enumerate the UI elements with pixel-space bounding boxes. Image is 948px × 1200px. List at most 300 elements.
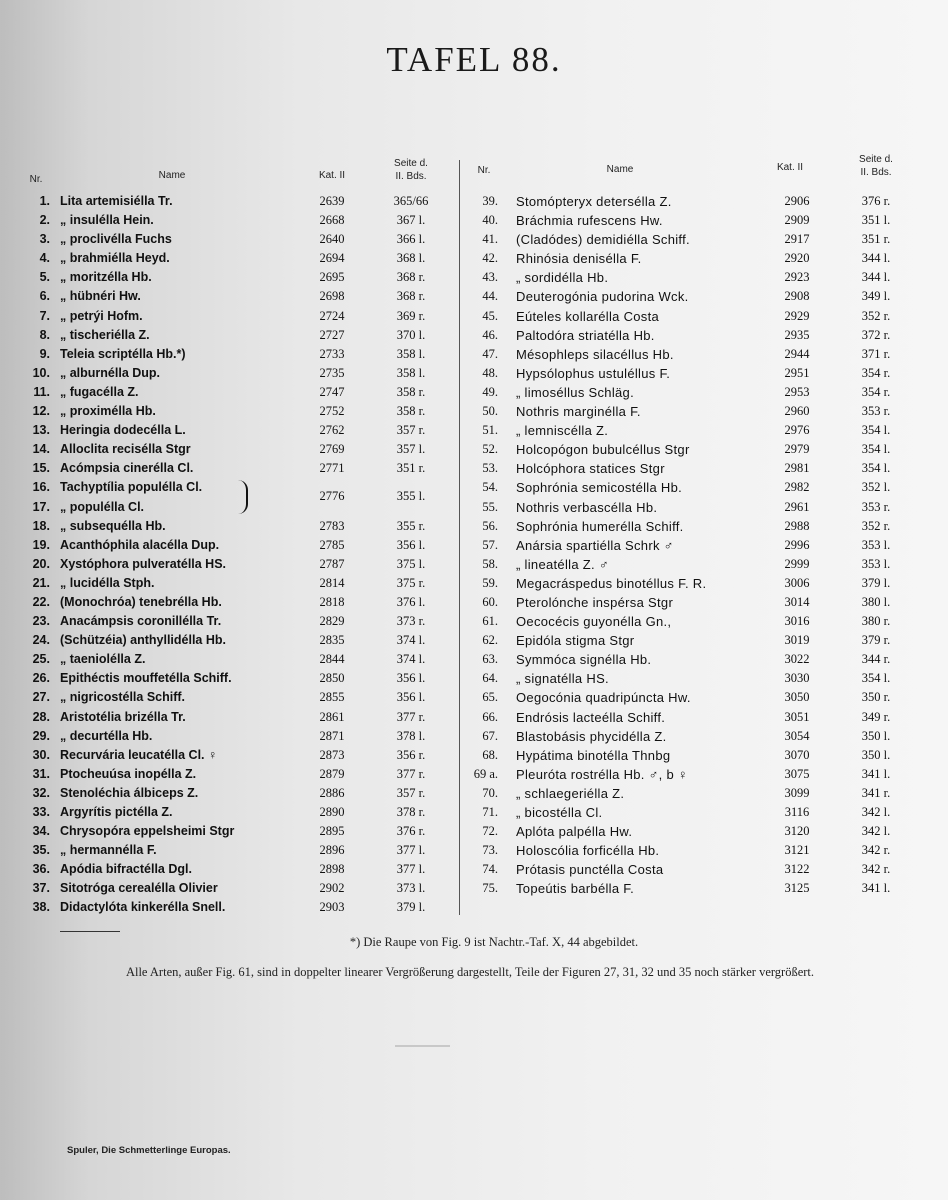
- table-row: [22, 803, 454, 822]
- header-nr: Nr.: [477, 165, 491, 176]
- catalog-number: 3019: [784, 633, 810, 648]
- page-reference: 351 l.: [861, 213, 891, 228]
- row-number: 60.: [482, 594, 498, 609]
- catalog-number: 2920: [784, 251, 810, 266]
- row-number: 14.: [32, 442, 50, 457]
- catalog-number: 2996: [784, 537, 810, 552]
- table-row: [470, 249, 910, 268]
- table-row: [22, 746, 454, 765]
- page-reference: 368 r.: [396, 289, 426, 304]
- table-row: [470, 536, 910, 555]
- table-row: [22, 688, 454, 707]
- row-number: 37.: [32, 881, 50, 896]
- species-name: Lita artemisiélla Tr.: [60, 194, 173, 208]
- catalog-number: 2769: [319, 442, 345, 457]
- catalog-number: 2735: [319, 365, 345, 380]
- table-row: [470, 307, 910, 326]
- row-number: 48.: [482, 365, 498, 380]
- species-name: Blastobásis phycidélla Z.: [516, 728, 667, 744]
- table-row: [470, 650, 910, 669]
- row-number: 69 a.: [473, 766, 498, 781]
- table-row: [470, 593, 910, 612]
- table-row: [22, 822, 454, 841]
- page-reference: 377 r.: [396, 766, 426, 781]
- table-row: [470, 669, 910, 688]
- catalog-number: 2814: [319, 575, 345, 590]
- species-name: „ hermannélla F.: [60, 843, 157, 858]
- species-name: Nothris verbascélla Hb.: [516, 499, 658, 515]
- catalog-number: 2747: [319, 384, 345, 399]
- row-number: 57.: [482, 537, 498, 552]
- page-reference: 376 l.: [396, 594, 426, 609]
- table-row: [22, 612, 454, 631]
- species-name: Deuterogónia pudorina Wck.: [516, 289, 689, 305]
- table-row: [470, 746, 910, 765]
- row-number: 44.: [482, 289, 498, 304]
- table-row: [22, 841, 454, 860]
- catalog-number: 2898: [319, 862, 345, 877]
- species-name: Hypátima binotélla Thnbg: [516, 747, 671, 763]
- species-name: Recurvária leucatélla Cl. ♀: [60, 747, 218, 762]
- catalog-number: 2694: [319, 251, 345, 266]
- species-name: „ schlaegeriélla Z.: [516, 785, 625, 801]
- table-row: [22, 326, 454, 345]
- row-number: 58.: [482, 556, 498, 571]
- page-reference: 353 l.: [861, 537, 891, 552]
- row-number: 51.: [482, 423, 498, 438]
- footnote-separator: [60, 931, 120, 932]
- table-row: [22, 727, 454, 746]
- table-row: [470, 708, 910, 727]
- page-reference: 349 r.: [861, 709, 891, 724]
- page-reference: 350 l.: [861, 728, 891, 743]
- table-row: [470, 803, 910, 822]
- catalog-number: 2844: [319, 652, 345, 667]
- row-number: 52.: [482, 442, 498, 457]
- row-number: 63.: [482, 652, 498, 667]
- table-row: [470, 688, 910, 707]
- row-number: 36.: [32, 862, 50, 877]
- species-name: „ brahmiélla Heyd.: [60, 251, 170, 266]
- row-number: 32.: [32, 785, 50, 800]
- row-number: 17.: [32, 499, 50, 514]
- page-reference: 380 r.: [861, 614, 891, 629]
- table-row: [22, 593, 454, 612]
- species-name: Epidóla stigma Stgr: [516, 633, 635, 649]
- table-row: [22, 536, 454, 555]
- table-row: [470, 402, 910, 421]
- table-row: [470, 421, 910, 440]
- page-reference: 366 l.: [396, 232, 426, 247]
- catalog-number: 2668: [319, 213, 345, 228]
- catalog-number: 2818: [319, 594, 345, 609]
- species-name: „ sordidélla Hb.: [516, 270, 609, 286]
- row-number: 15.: [32, 461, 50, 476]
- row-number: 1.: [39, 194, 50, 208]
- right-rows: [470, 192, 910, 898]
- species-name: Holcóphora statices Stgr: [516, 461, 665, 477]
- species-name: Stomópteryx detersélla Z.: [516, 194, 672, 209]
- row-number: 65.: [482, 690, 498, 705]
- table-row: [470, 211, 910, 230]
- page-reference: 355 l.: [396, 489, 426, 504]
- catalog-number: 2903: [319, 900, 345, 915]
- header-name: Name: [158, 170, 186, 181]
- page-reference: 342 r.: [861, 843, 891, 858]
- species-name: Epithéctis mouffetélla Schiff.: [60, 671, 232, 686]
- row-number: 3.: [39, 232, 50, 247]
- row-number: 10.: [32, 365, 50, 380]
- table-row: [22, 268, 454, 287]
- table-row: [22, 364, 454, 383]
- row-number: 42.: [482, 251, 498, 266]
- header-name: Name: [606, 164, 634, 175]
- species-name: Oegocónia quadripúncta Hw.: [516, 690, 691, 706]
- row-number: 43.: [482, 270, 498, 285]
- catalog-number: 2776: [319, 489, 345, 504]
- page-reference: 372 r.: [861, 327, 891, 342]
- page-reference: 368 l.: [396, 251, 426, 266]
- page-reference: 353 r.: [861, 404, 891, 419]
- page-reference: 378 r.: [396, 805, 426, 819]
- species-name: Tachyptília populélla Cl.: [60, 480, 203, 495]
- species-name: „ taeniolélla Z.: [60, 652, 146, 667]
- table-row: [22, 517, 454, 536]
- catalog-number: 2783: [319, 518, 345, 533]
- catalog-number: 2909: [784, 213, 810, 228]
- left-rows: [22, 192, 454, 918]
- page-reference: 358 l.: [396, 365, 426, 380]
- species-name: Symmóca signélla Hb.: [516, 652, 652, 668]
- catalog-number: 3125: [784, 881, 810, 896]
- row-number: 54.: [482, 480, 498, 495]
- catalog-number: 2923: [784, 270, 810, 285]
- catalog-number: 2961: [784, 499, 810, 514]
- species-name: Teleia scriptélla Hb.*): [60, 346, 186, 361]
- table-row: [22, 383, 454, 402]
- catalog-number: 2981: [784, 461, 810, 476]
- species-name: Endrósis lacteélla Schiff.: [516, 709, 666, 725]
- species-name: Acómpsia cinerélla Cl.: [60, 461, 194, 476]
- catalog-number: 2890: [319, 805, 345, 819]
- row-number: 75.: [482, 881, 498, 896]
- page-reference: 358 r.: [396, 404, 426, 419]
- species-name: Aplóta palpélla Hw.: [516, 824, 633, 840]
- catalog-number: 2855: [319, 690, 345, 705]
- page-reference: 375 r.: [396, 575, 426, 590]
- row-number: 59.: [482, 575, 498, 590]
- page-reference: 367 l.: [396, 213, 426, 228]
- species-name: „ signatélla HS.: [516, 671, 609, 687]
- catalog-number: 2771: [319, 461, 345, 476]
- catalog-number: 2906: [784, 194, 810, 208]
- catalog-number: 2917: [784, 232, 810, 247]
- catalog-number: 2727: [319, 327, 345, 342]
- page-reference: 373 r.: [396, 614, 426, 629]
- row-number: 61.: [482, 614, 498, 629]
- right-table: [470, 148, 910, 898]
- species-name: Topeútis barbélla F.: [516, 881, 635, 897]
- row-number: 71.: [482, 805, 498, 819]
- species-name: Argyrítis pictélla Z.: [60, 805, 173, 819]
- page-reference: 353 r.: [861, 499, 891, 514]
- row-number: 53.: [482, 461, 498, 476]
- species-name: Prótasis punctélla Costa: [516, 862, 664, 878]
- page-reference: 355 r.: [396, 518, 426, 533]
- catalog-number: 2724: [319, 308, 345, 323]
- catalog-number: 2896: [319, 843, 345, 858]
- species-name: „ insuléllа Hein.: [60, 213, 154, 228]
- page-reference: 380 l.: [861, 594, 891, 609]
- catalog-number: 2640: [319, 232, 345, 247]
- species-name: Didactylóta kinkerélla Snell.: [60, 900, 226, 915]
- row-number: 33.: [32, 805, 50, 819]
- species-name: Heringia dodecélla L.: [60, 423, 186, 438]
- species-name: (Monochróa) tenebrélla Hb.: [60, 594, 222, 609]
- species-name: „ lineatélla Z. ♂: [516, 556, 609, 572]
- row-number: 56.: [482, 518, 498, 533]
- table-row: [22, 765, 454, 784]
- row-number: 12.: [32, 404, 50, 419]
- species-name: „ populélla Cl.: [60, 499, 145, 514]
- catalog-number: 2829: [319, 614, 345, 629]
- row-number: 29.: [32, 728, 50, 743]
- species-name: Rhinósia denisélla F.: [516, 251, 642, 267]
- table-row: [470, 192, 910, 211]
- table-row: [22, 860, 454, 879]
- page-reference: 354 l.: [861, 442, 891, 457]
- table-row: [470, 727, 910, 746]
- header-seite-line2: II. Bds.: [860, 167, 892, 178]
- catalog-number: 3099: [784, 785, 810, 800]
- species-name: Holoscólia forficélla Hb.: [516, 843, 660, 859]
- species-name: „ tischeriélla Z.: [60, 327, 150, 342]
- row-number: 47.: [482, 346, 498, 361]
- catalog-number: 2988: [784, 518, 810, 533]
- left-table-header: [22, 148, 454, 192]
- species-name: Oecocécis guyonélla Gn.,: [516, 614, 672, 630]
- header-nr: Nr.: [29, 174, 43, 185]
- catalog-number: 2639: [319, 194, 345, 208]
- catalog-number: 2762: [319, 423, 345, 438]
- row-number: 45.: [482, 308, 498, 323]
- species-name: „ alburnélla Dup.: [60, 365, 161, 380]
- catalog-number: 2944: [784, 346, 810, 361]
- species-name: „ bicostélla Cl.: [516, 805, 603, 820]
- table-row: [22, 898, 454, 917]
- catalog-number: 2733: [319, 346, 345, 361]
- page-reference: 357 l.: [396, 442, 426, 457]
- table-row: [470, 631, 910, 650]
- page-reference: 371 r.: [861, 346, 891, 361]
- catalog-number: 2908: [784, 289, 810, 304]
- table-row: [470, 822, 910, 841]
- catalog-number: 2979: [784, 442, 810, 457]
- row-number: 74.: [482, 862, 498, 877]
- row-number: 46.: [482, 327, 498, 342]
- right-table-header: [470, 148, 910, 192]
- page-reference: 370 l.: [396, 327, 426, 342]
- species-name: Pterolónche inspérsa Stgr: [516, 594, 674, 610]
- page-reference: 344 l.: [861, 270, 891, 285]
- table-row: [470, 440, 910, 459]
- species-name: „ proclivélla Fuchs: [60, 232, 172, 247]
- page-reference: 373 l.: [396, 881, 426, 896]
- catalog-number: 2850: [319, 671, 345, 686]
- species-name: Eúteles kollarélla Costa: [516, 308, 660, 324]
- table-row: [470, 498, 910, 517]
- page-reference: 357 r.: [396, 423, 426, 438]
- table-row: [470, 555, 910, 574]
- table-row: [22, 440, 454, 459]
- row-number: 6.: [39, 289, 50, 304]
- catalog-number: 2982: [784, 480, 810, 495]
- page-reference: 369 r.: [396, 308, 426, 323]
- species-name: Acanthóphila alacélla Dup.: [60, 537, 220, 552]
- species-name: Stenoléchia álbiceps Z.: [60, 785, 199, 800]
- catalog-number: 3075: [784, 766, 810, 781]
- species-name: Sophrónia semicostélla Hb.: [516, 480, 683, 496]
- page-reference: 379 r.: [861, 633, 891, 648]
- table-row: [22, 555, 454, 574]
- left-table: [22, 148, 454, 918]
- catalog-number: 2873: [319, 747, 345, 762]
- catalog-number: 2695: [319, 270, 345, 285]
- page-reference: 358 l.: [396, 346, 426, 361]
- catalog-number: 2787: [319, 556, 345, 571]
- row-number: 23.: [32, 614, 50, 629]
- table-row: [22, 631, 454, 650]
- catalog-number: 3050: [784, 690, 810, 705]
- species-name: „ lemniscélla Z.: [516, 423, 609, 439]
- catalog-number: 3016: [784, 614, 810, 629]
- page-reference: 368 r.: [396, 270, 426, 285]
- header-seite-line1: Seite d.: [859, 154, 893, 165]
- row-number: 66.: [482, 709, 498, 724]
- species-name: „ moritzélla Hb.: [60, 270, 152, 285]
- row-number: 13.: [32, 423, 50, 438]
- table-row: [470, 765, 910, 784]
- row-number: 34.: [32, 824, 50, 839]
- row-number: 26.: [32, 671, 50, 686]
- catalog-number: 2861: [319, 709, 345, 724]
- row-number: 20.: [32, 556, 50, 571]
- table-row: [22, 249, 454, 268]
- page-reference: 342 l.: [861, 805, 891, 819]
- page-reference: 351 r.: [396, 461, 426, 476]
- species-name: „ limoséllus Schläg.: [516, 384, 634, 400]
- row-number: 62.: [482, 633, 498, 648]
- catalog-number: 2902: [319, 881, 345, 896]
- row-number: 41.: [482, 232, 498, 247]
- page-reference: 356 r.: [396, 747, 426, 762]
- species-name: Sophrónia humerélla Schiff.: [516, 518, 684, 534]
- row-number: 50.: [482, 404, 498, 419]
- table-row: [22, 784, 454, 803]
- footnote: *) Die Raupe von Fig. 9 ist Nachtr.-Taf. X, 44 abgebildet.: [349, 935, 639, 949]
- catalog-number: 3122: [784, 862, 810, 877]
- page-reference: 354 r.: [861, 384, 891, 399]
- catalog-number: 3070: [784, 747, 810, 762]
- page-reference: 351 r.: [861, 232, 891, 247]
- species-name: Anársia spartiélla Schrk ♂: [516, 537, 674, 553]
- species-name: „ decurtélla Hb.: [60, 728, 153, 743]
- catalog-number: 2953: [784, 384, 810, 399]
- page-reference: 356 l.: [396, 690, 426, 705]
- row-number: 8.: [39, 327, 50, 342]
- table-row: [22, 708, 454, 727]
- table-row: [470, 574, 910, 593]
- page-reference: 354 l.: [861, 461, 891, 476]
- table-row: [470, 478, 910, 497]
- catalog-number: 2835: [319, 633, 345, 648]
- page-reference: 356 l.: [396, 537, 426, 552]
- page-reference: 350 r.: [861, 690, 891, 705]
- catalog-number: 2886: [319, 785, 345, 800]
- species-name: Apódia bifractélla Dgl.: [60, 862, 192, 877]
- table-row: [22, 211, 454, 230]
- species-name: „ nigricostélla Schiff.: [60, 690, 186, 705]
- plate-title: TAFEL 88.: [386, 40, 562, 79]
- species-name: Anacámpsis coronillélla Tr.: [60, 614, 222, 629]
- table-row: [22, 421, 454, 440]
- page-reference: 356 l.: [396, 671, 426, 686]
- row-number: 25.: [32, 652, 50, 667]
- page-reference: 379 l.: [861, 575, 891, 590]
- page-reference: 374 l.: [396, 652, 426, 667]
- page-reference: 353 l.: [861, 556, 891, 571]
- catalog-number: 3116: [784, 805, 810, 819]
- species-name: Hypsólophus ustuléllus F.: [516, 365, 671, 381]
- column-divider: [459, 160, 460, 915]
- row-number: 67.: [482, 728, 498, 743]
- page-reference: 352 l.: [861, 480, 891, 495]
- table-row: [470, 784, 910, 803]
- table-row: [22, 345, 454, 364]
- page-reference: 344 l.: [861, 251, 891, 266]
- table-row: [22, 879, 454, 898]
- publication-footer: Spuler, Die Schmetterlinge Europas.: [67, 1145, 231, 1156]
- catalog-number: 2879: [319, 766, 345, 781]
- catalog-number: 2785: [319, 537, 345, 552]
- page-reference: 352 r.: [861, 518, 891, 533]
- page-reference: 344 r.: [861, 652, 891, 667]
- species-name: Sitotróga cerealélla Olivier: [60, 881, 218, 896]
- species-name: Paltodóra striatélla Hb.: [516, 327, 655, 343]
- table-row: [22, 650, 454, 669]
- row-number: 7.: [39, 308, 50, 323]
- species-name: „ proximélla Hb.: [60, 404, 156, 419]
- catalog-number: 2960: [784, 404, 810, 419]
- row-number: 19.: [32, 537, 50, 552]
- species-name: Ptocheuúsa inopélla Z.: [60, 766, 197, 781]
- page-reference: 377 r.: [396, 709, 426, 724]
- species-name: Alloclita recisélla Stgr: [60, 442, 191, 457]
- row-number: 30.: [32, 747, 50, 762]
- species-name: (Schützéia) anthyllidélla Hb.: [60, 633, 226, 648]
- brace-rows-16-17: [236, 480, 248, 514]
- catalog-number: 3054: [784, 728, 810, 743]
- table-row: [470, 860, 910, 879]
- species-name: Chrysopóra eppelsheimi Stgr: [60, 824, 235, 839]
- table-row: [470, 879, 910, 898]
- row-number: 4.: [39, 251, 50, 266]
- table-row: [470, 612, 910, 631]
- row-number: 73.: [482, 843, 498, 858]
- page-reference: 378 l.: [396, 728, 426, 743]
- species-name: Mésophleps silacéllus Hb.: [516, 346, 674, 362]
- row-number: 40.: [482, 213, 498, 228]
